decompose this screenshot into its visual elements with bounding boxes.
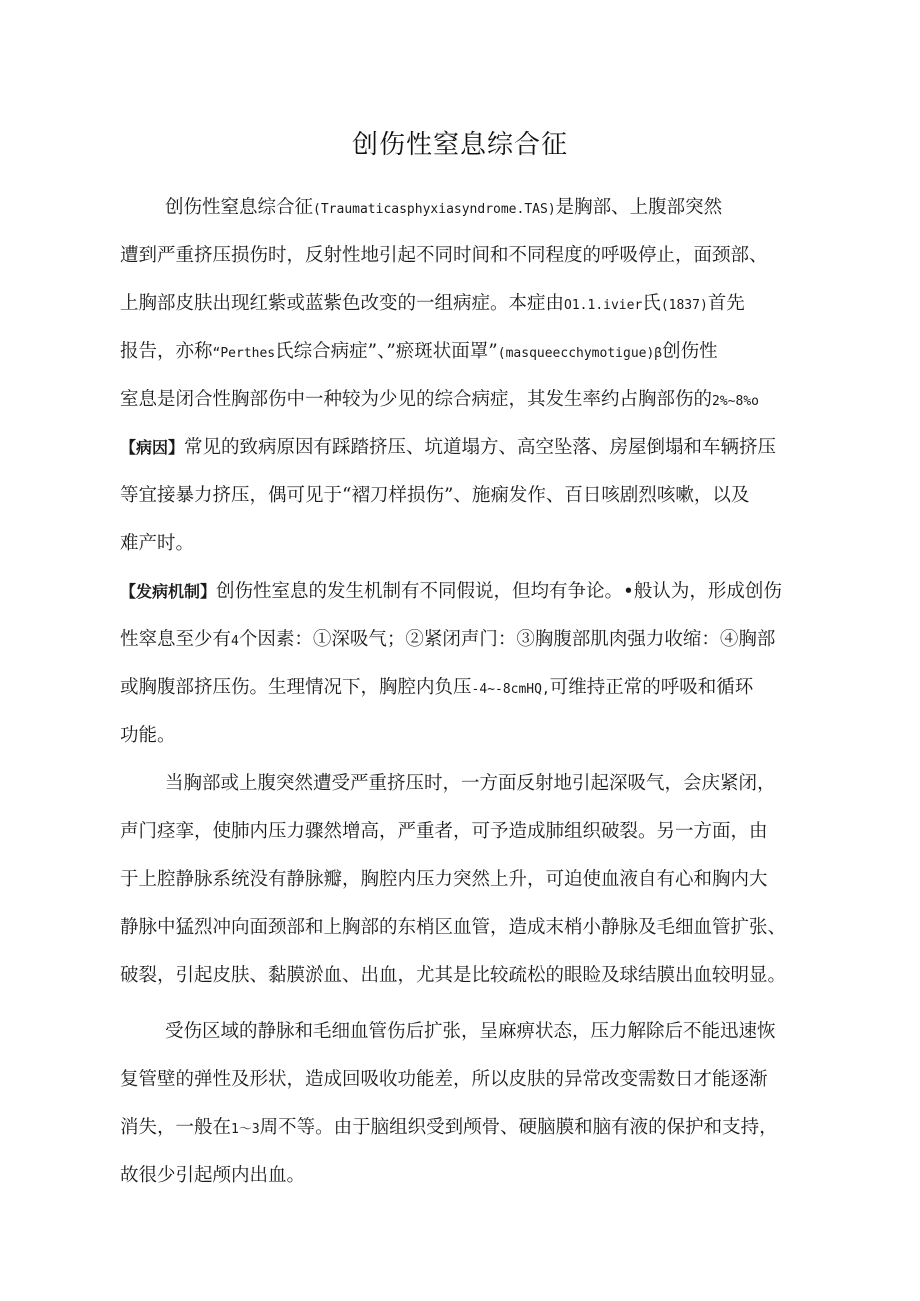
- text-segment: 个因素：①深吸气；②紧闭声门：③胸腹部肌肉强力收缩：④胸部: [238, 629, 776, 650]
- text-segment: 2%~8%o: [712, 394, 759, 409]
- paragraph-line: [120, 674, 840, 704]
- text-segment: 周不等。由于脑组织受到颅骨、硬脑膜和脑有液的保护和支持，: [259, 1117, 778, 1138]
- paragraph-line: 故很少引起颅内出血。: [120, 1165, 306, 1186]
- paragraph-line: 于上腔静脉系统没有静脉瓣，胸腔内压力突然上升，可迫使血液自有心和胸内大: [120, 869, 768, 890]
- paragraph-line: 等宜接暴力挤压，偶可见于“褶刀样损伤”、施痫发作、百日咳剧烈咳嗽，以及: [120, 485, 750, 506]
- document-title: 创伤性窒息综合征: [351, 130, 568, 160]
- paragraph-line: [120, 290, 840, 320]
- paragraph-line: 遭到严重挤压损伤时，反射性地引起不同时间和不同程度的呼吸停止，面颈部、: [120, 245, 768, 266]
- text-segment: “Perthes: [212, 346, 276, 361]
- paragraph-line: 当胸部或上腹突然遭受严重挤压时，一方面反射地引起深吸气，会庆紧闭，: [165, 773, 776, 794]
- text-segment: 或胸腹部挤压伤。生理情况下，胸腔内负压: [120, 677, 472, 698]
- paragraph-line: [120, 434, 840, 462]
- paragraph-line: 复管壁的弹性及形状，造成回吸收功能差，所以皮肤的异常改变需数日才能逐渐: [120, 1069, 768, 1090]
- text-segment: 4: [231, 634, 239, 649]
- text-segment: 可维持正常的呼吸和循环: [549, 677, 754, 698]
- paragraph-line: 功能。: [120, 725, 176, 746]
- paragraph-line: 声门痉挛，使肺内压力骤然增高，严重者，可予造成肺组织破裂。另一方面，由: [120, 821, 768, 842]
- paragraph-line: [165, 194, 840, 224]
- text-segment: 常见的致病原因有踩踏挤压、坑道塌方、高空坠落、房屋倒塌和车辆挤压: [184, 437, 777, 458]
- text-segment: (masqueecchymotigue)β: [497, 346, 663, 361]
- paragraph-line: [120, 386, 840, 416]
- paragraph-line: [120, 338, 840, 368]
- text-segment: O1.1.ivier: [564, 298, 643, 313]
- text-segment: -4~-8cmHQ,: [471, 682, 550, 697]
- paragraph-line: [120, 578, 840, 606]
- text-segment: 氏综合病症”、”瘀斑状面罩”: [275, 341, 498, 362]
- paragraph-line: 受伤区域的静脉和毛细血管伤后扩张，呈麻痹状态，压力解除后不能迅速恢: [165, 1021, 776, 1042]
- text-segment: (Traumaticasphyxiasyndrome.TAS): [313, 202, 556, 217]
- text-segment: 消失，一般在: [120, 1117, 232, 1138]
- paragraph-line: 破裂，引起皮肤、黏膜淤血、出血，尤其是比较疏松的眼睑及球结膜出血较明显。: [120, 965, 787, 986]
- text-segment: 室息是闭合性胸部伤中一种较为少见的综合病症，其发生率约占胸部伤的: [120, 389, 713, 410]
- text-segment: 上胸部皮肤出现红紫或蓝紫色改变的一组病症。本症由: [120, 293, 565, 314]
- paragraph-line: [120, 626, 840, 656]
- paragraph-line: 静脉中猛烈冲向面颈部和上胸部的东梢区血管，造成末梢小静脉及毛细血管扩张、: [120, 917, 787, 938]
- text-segment: 性窣息至少有: [120, 629, 232, 650]
- text-segment: 首先: [707, 293, 745, 314]
- text-segment: 报告，亦称: [120, 341, 213, 362]
- section-tag-pathogenesis: 【发病机制】: [120, 582, 217, 601]
- text-segment: 1～3: [231, 1122, 260, 1137]
- text-segment: 创伤性窒息综合征: [165, 197, 314, 218]
- text-segment: 是胸部、上腹部突然: [555, 197, 723, 218]
- text-segment: (1837): [660, 298, 708, 313]
- paragraph-line: 难产时。: [120, 533, 195, 554]
- text-segment: 创伤性: [662, 341, 718, 362]
- section-tag-etiology: 【病因】: [120, 438, 185, 457]
- paragraph-line: [120, 1114, 840, 1144]
- text-segment: 创伤性室息的发生机制有不同假说，但均有争论。•般认为，形成创伤: [216, 581, 782, 602]
- text-segment: 氏: [642, 293, 661, 314]
